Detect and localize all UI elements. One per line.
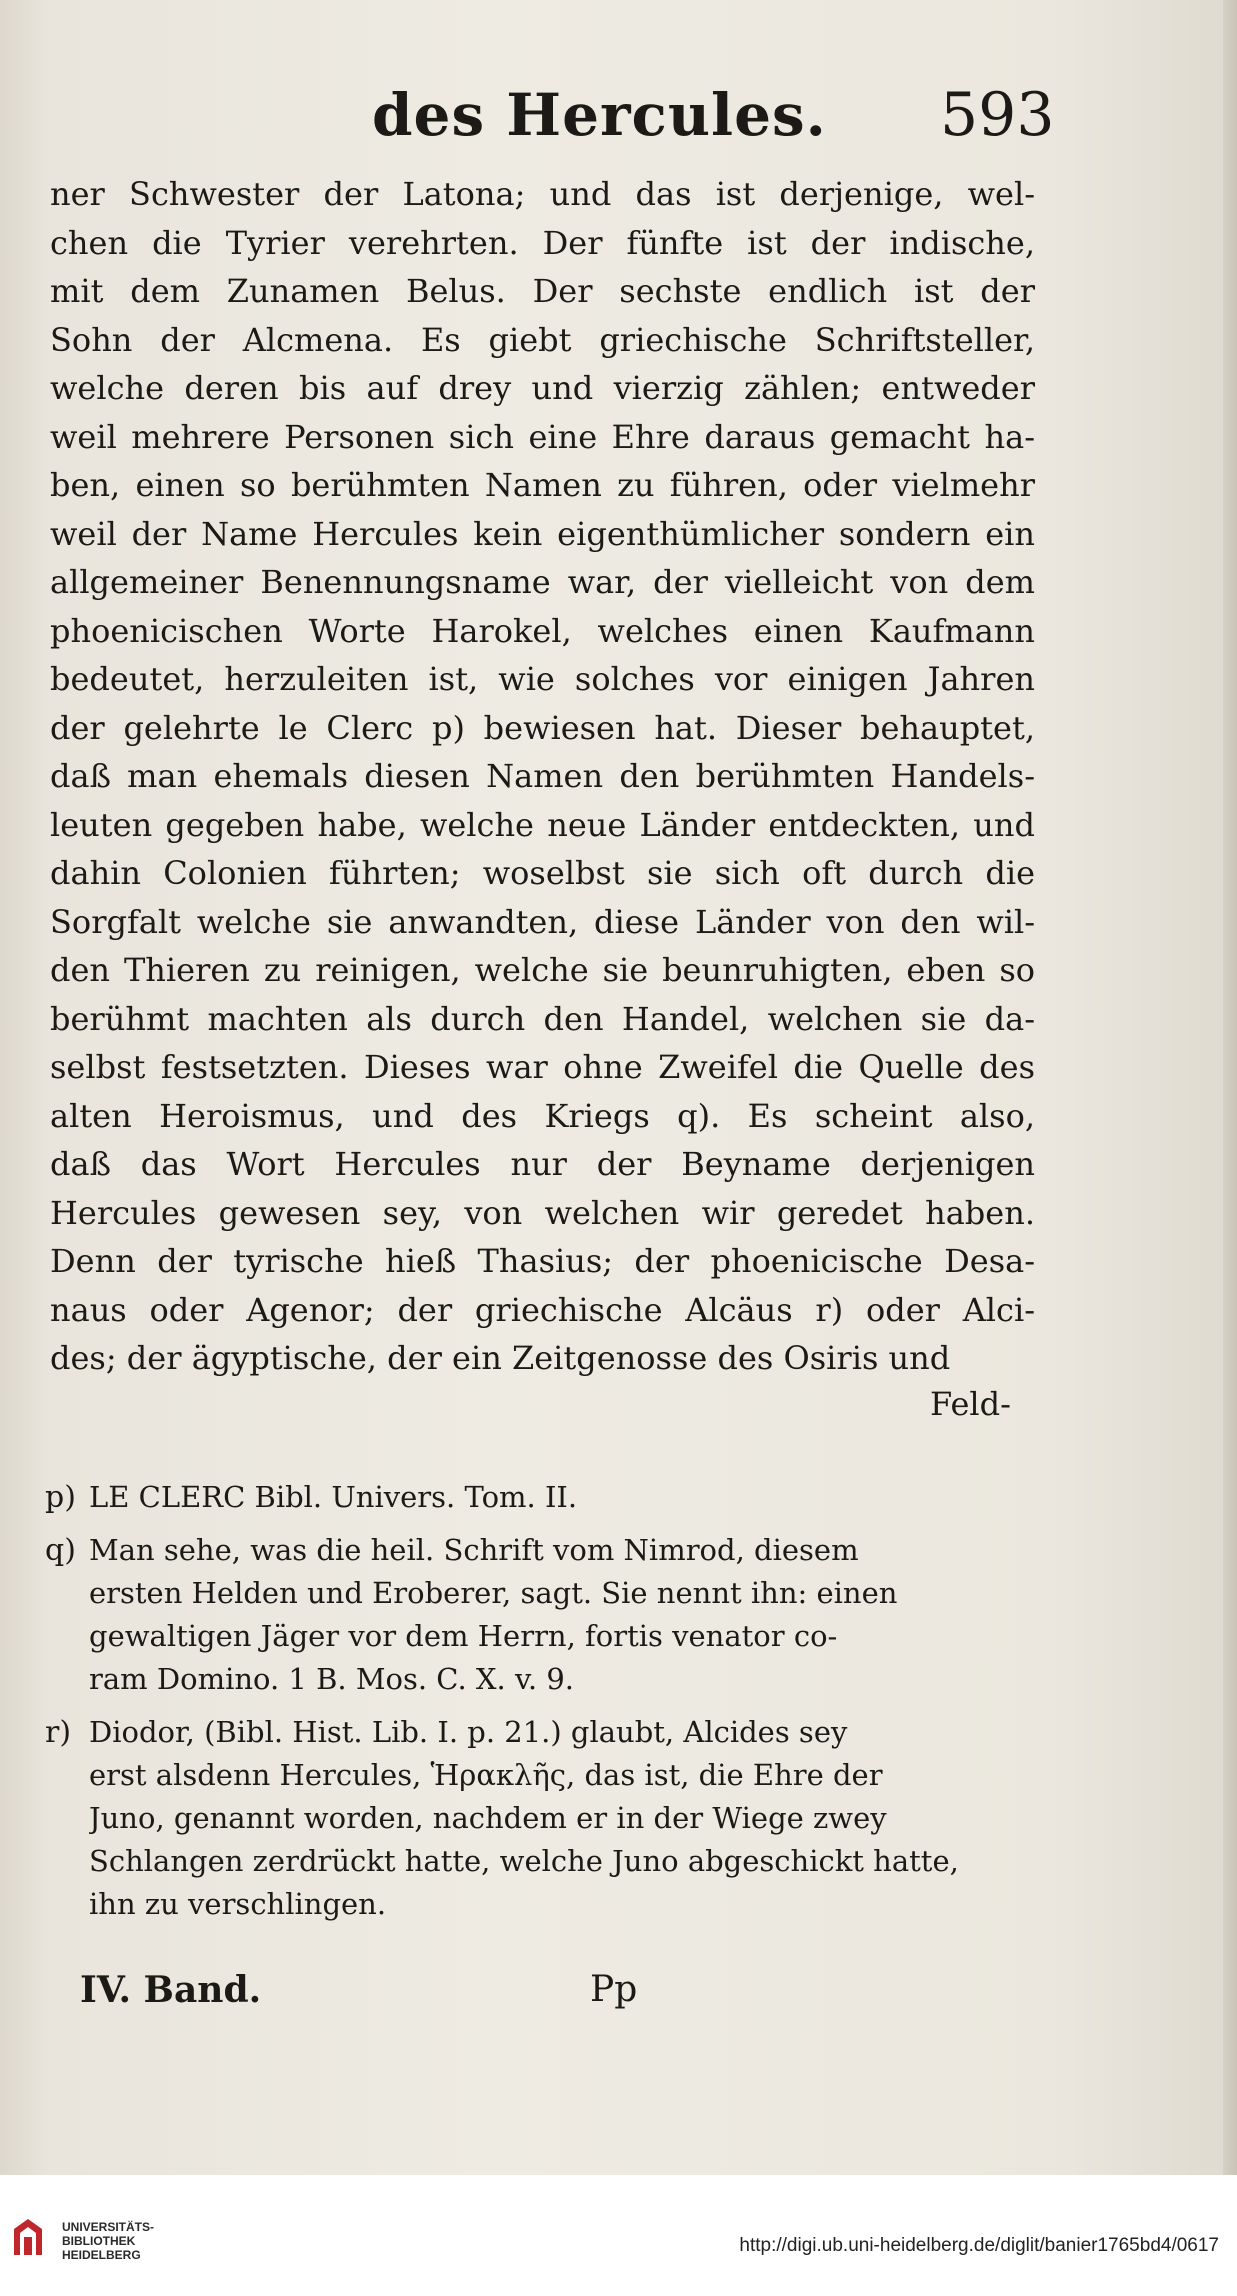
text-line: der gelehrte le Clerc p) bewiesen hat. Dieser behauptet, [50,708,1035,747]
footnote-marker: r) [45,1715,72,1750]
text-line: allgemeiner Benennungsname war, der vielleicht von dem [50,563,1035,601]
text-line: Sorgfalt welche sie anwandten, diese Länder von den wil- [50,902,1035,941]
permalink-url[interactable]: http://digi.ub.uni-heidelberg.de/diglit/banier1765bd4/0617 [739,2235,1219,2256]
text-line: mit dem Zunamen Belus. Der sechste endlich ist der [50,272,1035,310]
footnote-line: ram Domino. 1 B. Mos. C. X. v. 9. [89,1662,575,1696]
main-text-block [50,170,1035,1383]
footnote [45,1529,1035,1701]
library-name-line: UNIVERSITÄTS- [62,2220,155,2234]
text-line: Hercules gewesen sey, von welchen wir geredet haben. [50,1193,1035,1232]
text-line: dahin Colonien führten; woselbst sie sich oft durch die [50,854,1035,892]
text-line: naus oder Agenor; der griechische Alcäus r) oder Alci- [50,1290,1035,1329]
text-line: weil der Name Hercules kein eigenthümlicher sondern ein [50,514,1035,553]
text-line: weil mehrere Personen sich eine Ehre daraus gemacht ha- [50,417,1035,456]
library-name-line: HEIDELBERG [62,2248,141,2262]
text-line: leuten gegeben habe, welche neue Länder entdeckten, und [50,805,1035,844]
catchword: Feld- [930,1385,1011,1423]
footnote-line: Schlangen zerdrückt hatte, welche Juno abgeschickt hatte, [89,1844,959,1878]
text-line: chen die Tyrier verehrten. Der fünfte ist der indische, [50,223,1035,262]
footnote [45,1711,1035,1926]
text-line: ner Schwester der Latona; und das ist derjenige, wel- [50,175,1035,213]
footnote-marker: q) [45,1533,76,1568]
footnote-line: Man sehe, was die heil. Schrift vom Nimrod, diesem [89,1533,859,1567]
text-line: berühmt machten als durch den Handel, welchen sie da- [50,999,1035,1038]
signature-line [80,1960,680,2020]
running-head [0,75,1237,155]
footnote [45,1476,1035,1519]
signature-mark: Pp [590,1969,638,2010]
footnote-line: Diodor, (Bibl. Hist. Lib. I. p. 21.) glaubt, Alcides sey [89,1715,848,1749]
library-name [62,2220,154,2262]
viewer-footer [0,2175,1237,2296]
text-line: phoenicischen Worte Harokel, welches einen Kaufmann [50,611,1035,650]
text-line: ben, einen so berühmten Namen zu führen, oder vielmehr [50,466,1035,504]
text-line: daß man ehemals diesen Namen den berühmten Handels- [50,757,1035,795]
text-line: bedeutet, herzuleiten ist, wie solches vor einigen Jahren [50,660,1035,698]
text-line: selbst festsetzten. Dieses war ohne Zweifel die Quelle des [50,1048,1035,1086]
text-line: Sohn der Alcmena. Es giebt griechische Schriftsteller, [50,320,1035,359]
footnote-line: Juno, genannt worden, nachdem er in der Wiege zwey [89,1801,887,1835]
running-head-title: des Hercules. [372,81,827,149]
footnote-marker: p) [45,1480,76,1515]
text-line: den Thieren zu reinigen, welche sie beunruhigten, eben so [50,951,1035,989]
footnote-line: ersten Helden und Eroberer, sagt. Sie nennt ihn: einen [89,1576,898,1610]
text-line: des; der ägyptische, der ein Zeitgenosse des Osiris und [50,1339,951,1377]
page-edge [1223,0,1237,2175]
page-number: 593 [940,80,1055,150]
text-line: alten Heroismus, und des Kriegs q). Es scheint also, [50,1096,1035,1135]
text-line: daß das Wort Hercules nur der Beyname derjenigen [50,1145,1035,1183]
footnote-line: ihn zu verschlingen. [89,1887,387,1921]
footnote-line: erst alsdenn Hercules, Ἡρακλῆς, das ist, die Ehre der [89,1758,883,1792]
university-library-logo-icon [10,2215,46,2259]
text-line: welche deren bis auf drey und vierzig zählen; entweder [50,369,1035,407]
library-name-line: BIBLIOTHEK [62,2234,136,2248]
text-line: Denn der tyrische hieß Thasius; der phoenicische Desa- [50,1242,1035,1280]
footnotes [45,1476,1035,1936]
volume-label: IV. Band. [80,1969,262,2011]
footnote-line: gewaltigen Jäger vor dem Herrn, fortis venator co- [89,1619,838,1653]
footnote-line: LE CLERC Bibl. Univers. Tom. II. [89,1480,578,1514]
